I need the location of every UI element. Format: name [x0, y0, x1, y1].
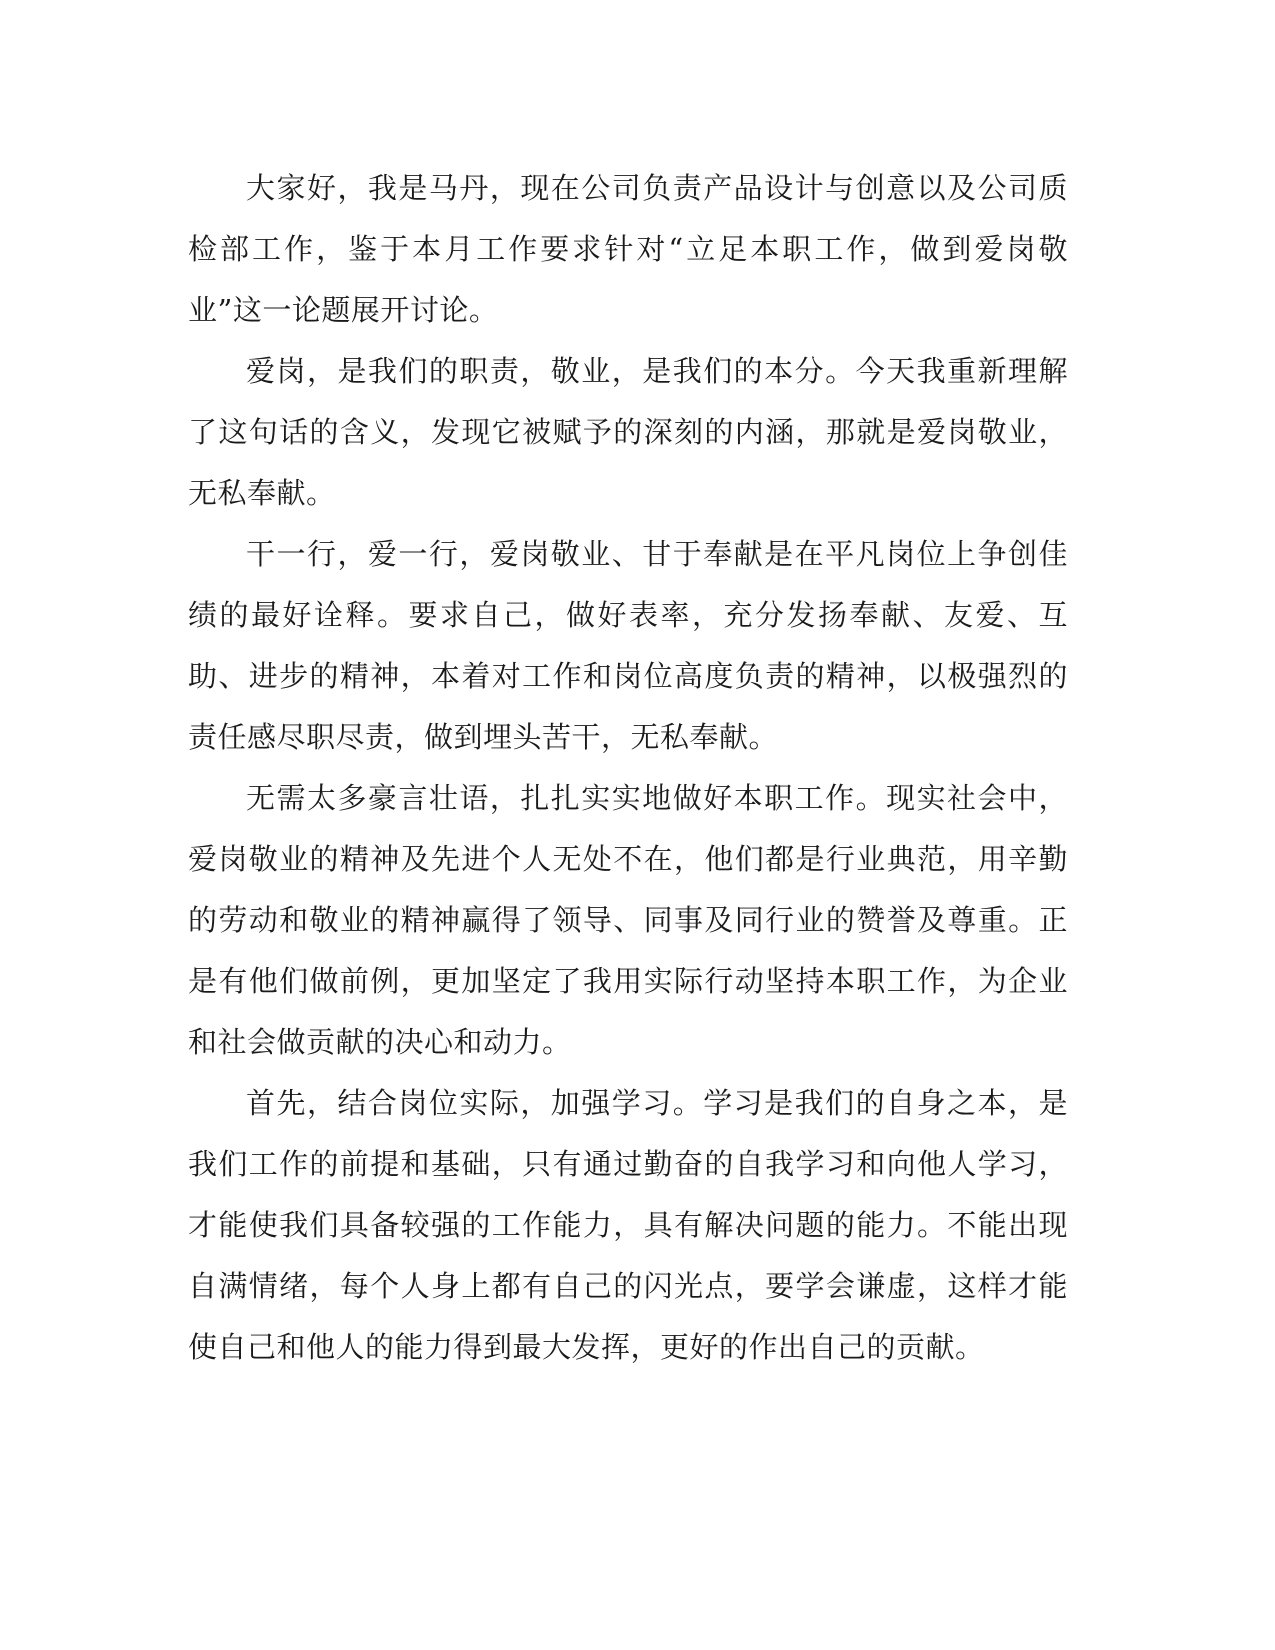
paragraph-role-models: 无需太多豪言壮语，扎扎实实地做好本职工作。现实社会中，爱岗敬业的精神及先进个人无处不在，他们都是行业典范，用辛勤的劳动和敬业的精神赢得了领导、同事及同行业的赞誉及尊重。正是有他们做前例，更加坚定了我用实际行动坚持本职工作，为企业和社会做贡献的决心和动力。 — [188, 781, 1068, 1059]
document-body — [188, 158, 1068, 1378]
paragraph-dedication: 干一行，爱一行，爱岗敬业、甘于奉献是在平凡岗位上争创佳绩的最好诠释。要求自己，做好表率，充分发扬奉献、友爱、互助、进步的精神，本着对工作和岗位高度负责的精神，以极强烈的责任感尽职尽责，做到埋头苦干，无私奉献。 — [188, 537, 1068, 754]
paragraph-love-post: 爱岗，是我们的职责，敬业，是我们的本分。今天我重新理解了这句话的含义，发现它被赋予的深刻的内涵，那就是爱岗敬业，无私奉献。 — [188, 354, 1068, 510]
paragraph-greeting: 大家好，我是马丹，现在公司负责产品设计与创意以及公司质检部工作，鉴于本月工作要求针对“立足本职工作，做到爱岗敬业”这一论题展开讨论。 — [188, 171, 1068, 327]
paragraph-learning: 首先，结合岗位实际，加强学习。学习是我们的自身之本，是我们工作的前提和基础，只有通过勤奋的自我学习和向他人学习，才能使我们具备较强的工作能力，具有解决问题的能力。不能出现自满情绪，每个人身上都有自己的闪光点，要学会谦虚，这样才能使自己和他人的能力得到最大发挥，更好的作出自己的贡献。 — [188, 1086, 1068, 1364]
